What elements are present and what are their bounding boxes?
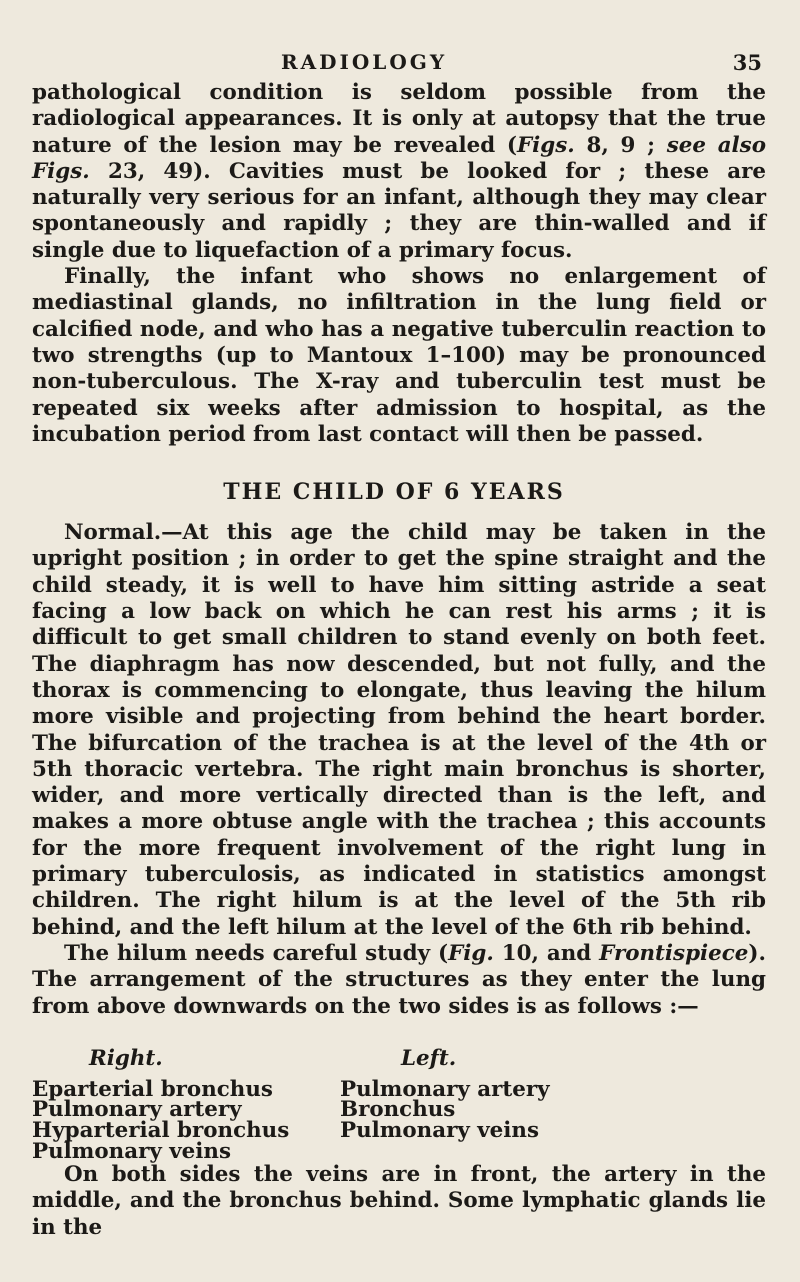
- paragraph-3: Normal.—At this age the child may be taken in the upright position ; in order to get the spine straight and the child steady, it is well to have him sitting astride a seat facing a low back on which he can rest his arms ; it is difficult to get small children to stand evenly on both feet. The diaphragm has now descended, but not fully, and the thorax is commencing to elongate, thus leaving the hilum more visible and projecting from behind the heart border. The bifurcation of the trachea is at the level of the 4th or 5th thoracic vertebra. The right main bronchus is shorter, wider, and more vertically directed than is the left, and makes a more obtuse angle with the trachea ; this accounts for the more frequent involvement of the right lung in primary tuberculosis, as indicated in statistics amongst children. The right hilum is at the level of the 5th rib behind, and the left hilum at the level of the 6th rib behind.: [32, 520, 766, 940]
- list-item: Pulmonary artery: [32, 1097, 242, 1123]
- section-heading: THE CHILD OF 6 YEARS: [223, 479, 565, 506]
- list-item: Pulmonary veins: [340, 1117, 539, 1143]
- left-column: [340, 1046, 640, 1162]
- list-item: Eparterial bronchus: [32, 1076, 273, 1102]
- column-heading-right: Right.: [89, 1045, 163, 1071]
- running-title: RADIOLOGY: [281, 50, 448, 74]
- column-heading-left: Left.: [401, 1045, 457, 1071]
- list-item: Bronchus: [340, 1097, 456, 1123]
- paragraph-4: The hilum needs careful study (Fig. 10, and Frontispiece). The arrangement of the structures as they enter the lung from above downwards on the two sides is as follows :—: [32, 940, 766, 1019]
- hilum-structures-table: [32, 1046, 766, 1162]
- list-item: Hyparterial bronchus: [32, 1117, 290, 1143]
- body-text: [32, 80, 766, 1241]
- list-item: Pulmonary veins: [32, 1138, 231, 1164]
- paragraph-2: Finally, the infant who shows no enlargement of mediastinal glands, no infiltration in the lung field or calcified node, and who has a negative tuberculin reaction to two strengths (up to Mantoux 1–100) may be pronounced non-tuberculous. The X-ray and tuberculin test must be repeated six weeks after admission to hospital, as the incubation period from last contact will then be passed.: [32, 264, 766, 447]
- run-in-heading: Normal.: [64, 520, 162, 546]
- page-number: 35: [732, 50, 762, 75]
- right-column: [32, 1046, 340, 1162]
- paragraph-5: On both sides the veins are in front, the artery in the middle, and the bronchus behind. Some lymphatic glands lie in the: [32, 1162, 766, 1240]
- list-item: Pulmonary artery: [340, 1076, 550, 1102]
- page-header: [32, 46, 766, 80]
- paragraph-1: pathological condition is seldom possible from the radiological appearances. It is only at autopsy that the true nature of the lesion may be revealed (Figs. 8, 9 ; see also Figs. 23, 49). Cavities must be looked for ; these are naturally very serious for an infant, although they may clear spontaneously and rapidly ; they are thin-walled and if single due to liquefaction of a primary focus.: [32, 80, 766, 263]
